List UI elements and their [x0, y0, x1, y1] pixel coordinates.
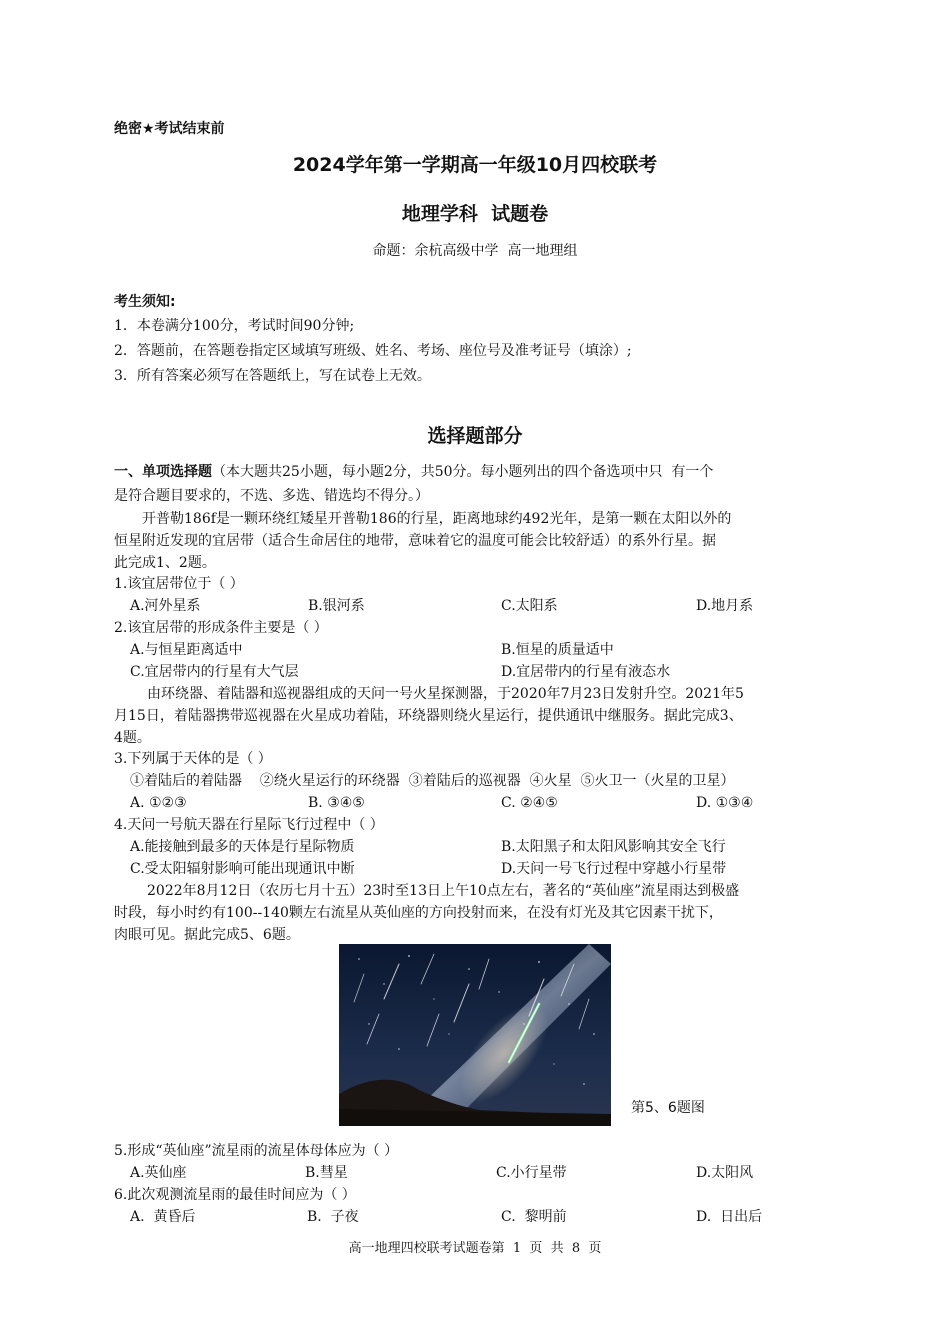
- option-b: B.银河系: [308, 598, 365, 614]
- part-instructions: [114, 462, 713, 482]
- figure-caption: 第5、6题图: [631, 1100, 705, 1116]
- question-stem: 4.天问一号航天器在行星际飞行过程中（ ）: [114, 817, 384, 833]
- option-c: C.小行星带: [496, 1165, 567, 1181]
- question-stem: 1.该宜居带位于（ ）: [114, 576, 244, 592]
- option-c: C.太阳系: [501, 598, 558, 614]
- passage-line: 由环绕器、着陆器和巡视器组成的天问一号火星探测器，于2020年7月23日发射升空。2021年5: [147, 686, 744, 702]
- passage-line: 时段，每小时约有100--140颗左右流星从英仙座的方向投射而来，在没有灯光及其它因素干扰下，: [114, 905, 723, 921]
- part-desc-line2: 是符合题目要求的，不选、多选、错选均不得分。）: [114, 488, 429, 504]
- notice-item: 3．所有答案必须写在答题纸上，写在试卷上无效。: [114, 368, 431, 384]
- option-b: B.彗星: [305, 1165, 348, 1181]
- passage-line: 恒星附近发现的宜居带（适合生命居住的地带，意味着它的温度可能会比较舒适）的系外行星。据: [114, 533, 716, 549]
- option-c: C. 黎明前: [501, 1209, 567, 1225]
- question-stem: 6.此次观测流星雨的最佳时间应为（ ）: [114, 1187, 356, 1203]
- option-a: A. ①②③: [130, 795, 187, 811]
- secret-label: 绝密★考试结束前: [114, 121, 225, 137]
- option-d: D.地月系: [696, 598, 754, 614]
- page-footer: 高一地理四校联考试题卷第 1 页 共 8 页: [348, 1241, 602, 1256]
- option-b: B. ③④⑤: [308, 795, 365, 811]
- option-d: D.天问一号飞行过程中穿越小行星带: [501, 861, 727, 877]
- option-b: B. 子夜: [307, 1209, 359, 1225]
- option-d: D. 日出后: [696, 1209, 763, 1225]
- passage-line: 开普勒186f是一颗环绕红矮星开普勒186的行星，距离地球约492光年，是第一颗在太阳以外的: [142, 511, 732, 527]
- part-label: 一、单项选择题: [114, 464, 212, 480]
- meteor-shower-photo: [339, 944, 611, 1126]
- exam-subtitle: 地理学科 试题卷: [401, 203, 549, 225]
- option-c: C.受太阳辐射影响可能出现通讯中断: [130, 861, 355, 877]
- option-d: D.宜居带内的行星有液态水: [501, 664, 671, 680]
- exam-title: 2024学年第一学期高一年级10月四校联考: [292, 154, 658, 176]
- option-c: C. ②④⑤: [501, 795, 558, 811]
- passage-line: 肉眼可见。据此完成5、6题。: [114, 927, 300, 943]
- option-a: A.河外星系: [130, 598, 201, 614]
- option-d: D.太阳风: [696, 1165, 754, 1181]
- passage-line: 2022年8月12日（农历七月十五）23时至13日上午10点左右，著名的“英仙座”流星雨达到极盛: [147, 883, 740, 899]
- notice-item: 1．本卷满分100分，考试时间90分钟;: [114, 318, 355, 334]
- section-title: 选择题部分: [427, 425, 523, 447]
- option-a: A.与恒星距离适中: [130, 642, 243, 658]
- notice-item: 2．答题前，在答题卷指定区域填写班级、姓名、考场、座位号及准考证号（填涂）;: [114, 343, 632, 359]
- option-d: D. ①③④: [696, 795, 754, 811]
- question-items: ①着陆后的着陆器 ②绕火星运行的环绕器 ③着陆后的巡视器 ④火星 ⑤火卫一（火星的卫星）: [130, 773, 735, 789]
- question-stem: 5.形成“英仙座”流星雨的流星体母体应为（ ）: [114, 1143, 399, 1159]
- option-a: A.英仙座: [130, 1165, 187, 1181]
- question-stem: 2.该宜居带的形成条件主要是（ ）: [114, 620, 328, 636]
- passage-line: 4题。: [114, 730, 151, 746]
- passage-line: 此完成1、2题。: [114, 555, 216, 571]
- option-b: B.太阳黑子和太阳风影响其安全飞行: [501, 839, 726, 855]
- option-a: A.能接触到最多的天体是行星际物质: [130, 839, 355, 855]
- option-c: C.宜居带内的行星有大气层: [130, 664, 299, 680]
- passage-line: 月15日，着陆器携带巡视器在火星成功着陆，环绕器则绕火星运行，提供通讯中继服务。据此完成3、: [114, 708, 743, 724]
- part-desc: （本大题共25小题，每小题2分，共50分。每小题列出的四个备选项中只 有一个: [212, 464, 714, 480]
- option-b: B.恒星的质量适中: [501, 642, 614, 658]
- option-a: A. 黄昏后: [130, 1209, 196, 1225]
- question-stem: 3.下列属于天体的是（ ）: [114, 751, 272, 767]
- notice-heading: 考生须知:: [114, 294, 176, 310]
- exam-author: 命题：余杭高级中学 高一地理组: [372, 243, 578, 259]
